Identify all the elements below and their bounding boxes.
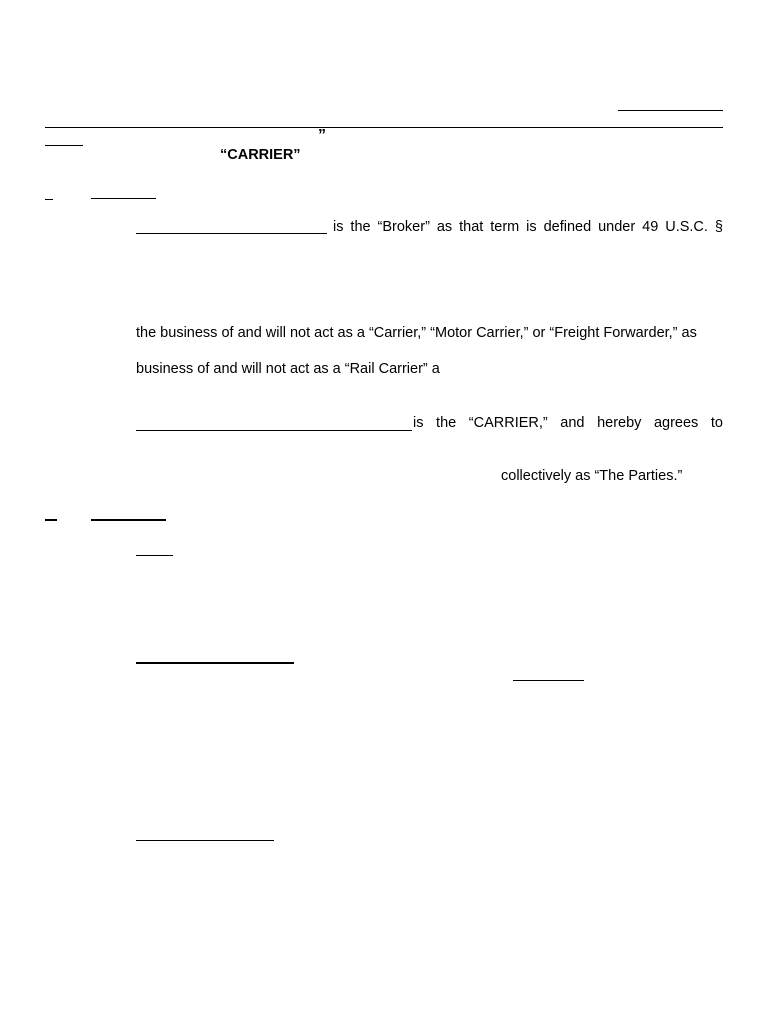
broker-definition-line xyxy=(333,218,723,236)
text-word: “Broker” xyxy=(377,219,430,235)
carrier-label: “CARRIER” xyxy=(220,147,301,163)
text-word: is xyxy=(333,219,344,235)
rail-business-line: business of and will not act as a “Rail Carrier” a xyxy=(136,361,440,377)
carrier-name-blank xyxy=(136,430,412,431)
text-word: as xyxy=(436,219,453,235)
subsection-a-blank xyxy=(136,555,173,556)
text-word: U.S.C. xyxy=(665,219,708,235)
text-word: under xyxy=(598,219,636,235)
subsection-c-heading-blank xyxy=(136,840,274,841)
section-2-heading-rule xyxy=(91,519,166,521)
section-1-number-rule xyxy=(45,199,53,200)
subsection-b-inline-blank xyxy=(513,680,584,681)
closing-quote-mark: ” xyxy=(318,127,326,144)
text-word: that xyxy=(459,219,484,235)
text-word: to xyxy=(710,415,723,431)
header-signature-line xyxy=(618,110,723,111)
broker-name-blank xyxy=(136,233,327,234)
text-word: defined xyxy=(543,219,592,235)
text-word: term xyxy=(490,219,520,235)
parties-line: collectively as “The Parties.” xyxy=(501,468,683,484)
header-short-rule xyxy=(45,145,83,146)
carrier-business-line: the business of and will not act as a “Carrier,” “Motor Carrier,” or “Freight Forwarder,” as xyxy=(136,325,697,341)
section-1-heading-rule xyxy=(91,198,156,199)
subsection-b-heading-blank xyxy=(136,662,294,664)
text-word: 49 xyxy=(642,219,659,235)
text-word: § xyxy=(714,219,723,235)
carrier-agreement-line xyxy=(413,414,723,432)
text-word: and xyxy=(560,415,585,431)
text-word: is xyxy=(526,219,537,235)
text-word: “CARRIER,” xyxy=(468,415,548,431)
text-word: the xyxy=(350,219,371,235)
text-word: is xyxy=(413,415,424,431)
text-word: hereby xyxy=(597,415,642,431)
text-word: agrees xyxy=(653,415,699,431)
text-word: the xyxy=(436,415,457,431)
header-full-rule xyxy=(45,127,723,128)
section-2-number-rule xyxy=(45,519,57,521)
